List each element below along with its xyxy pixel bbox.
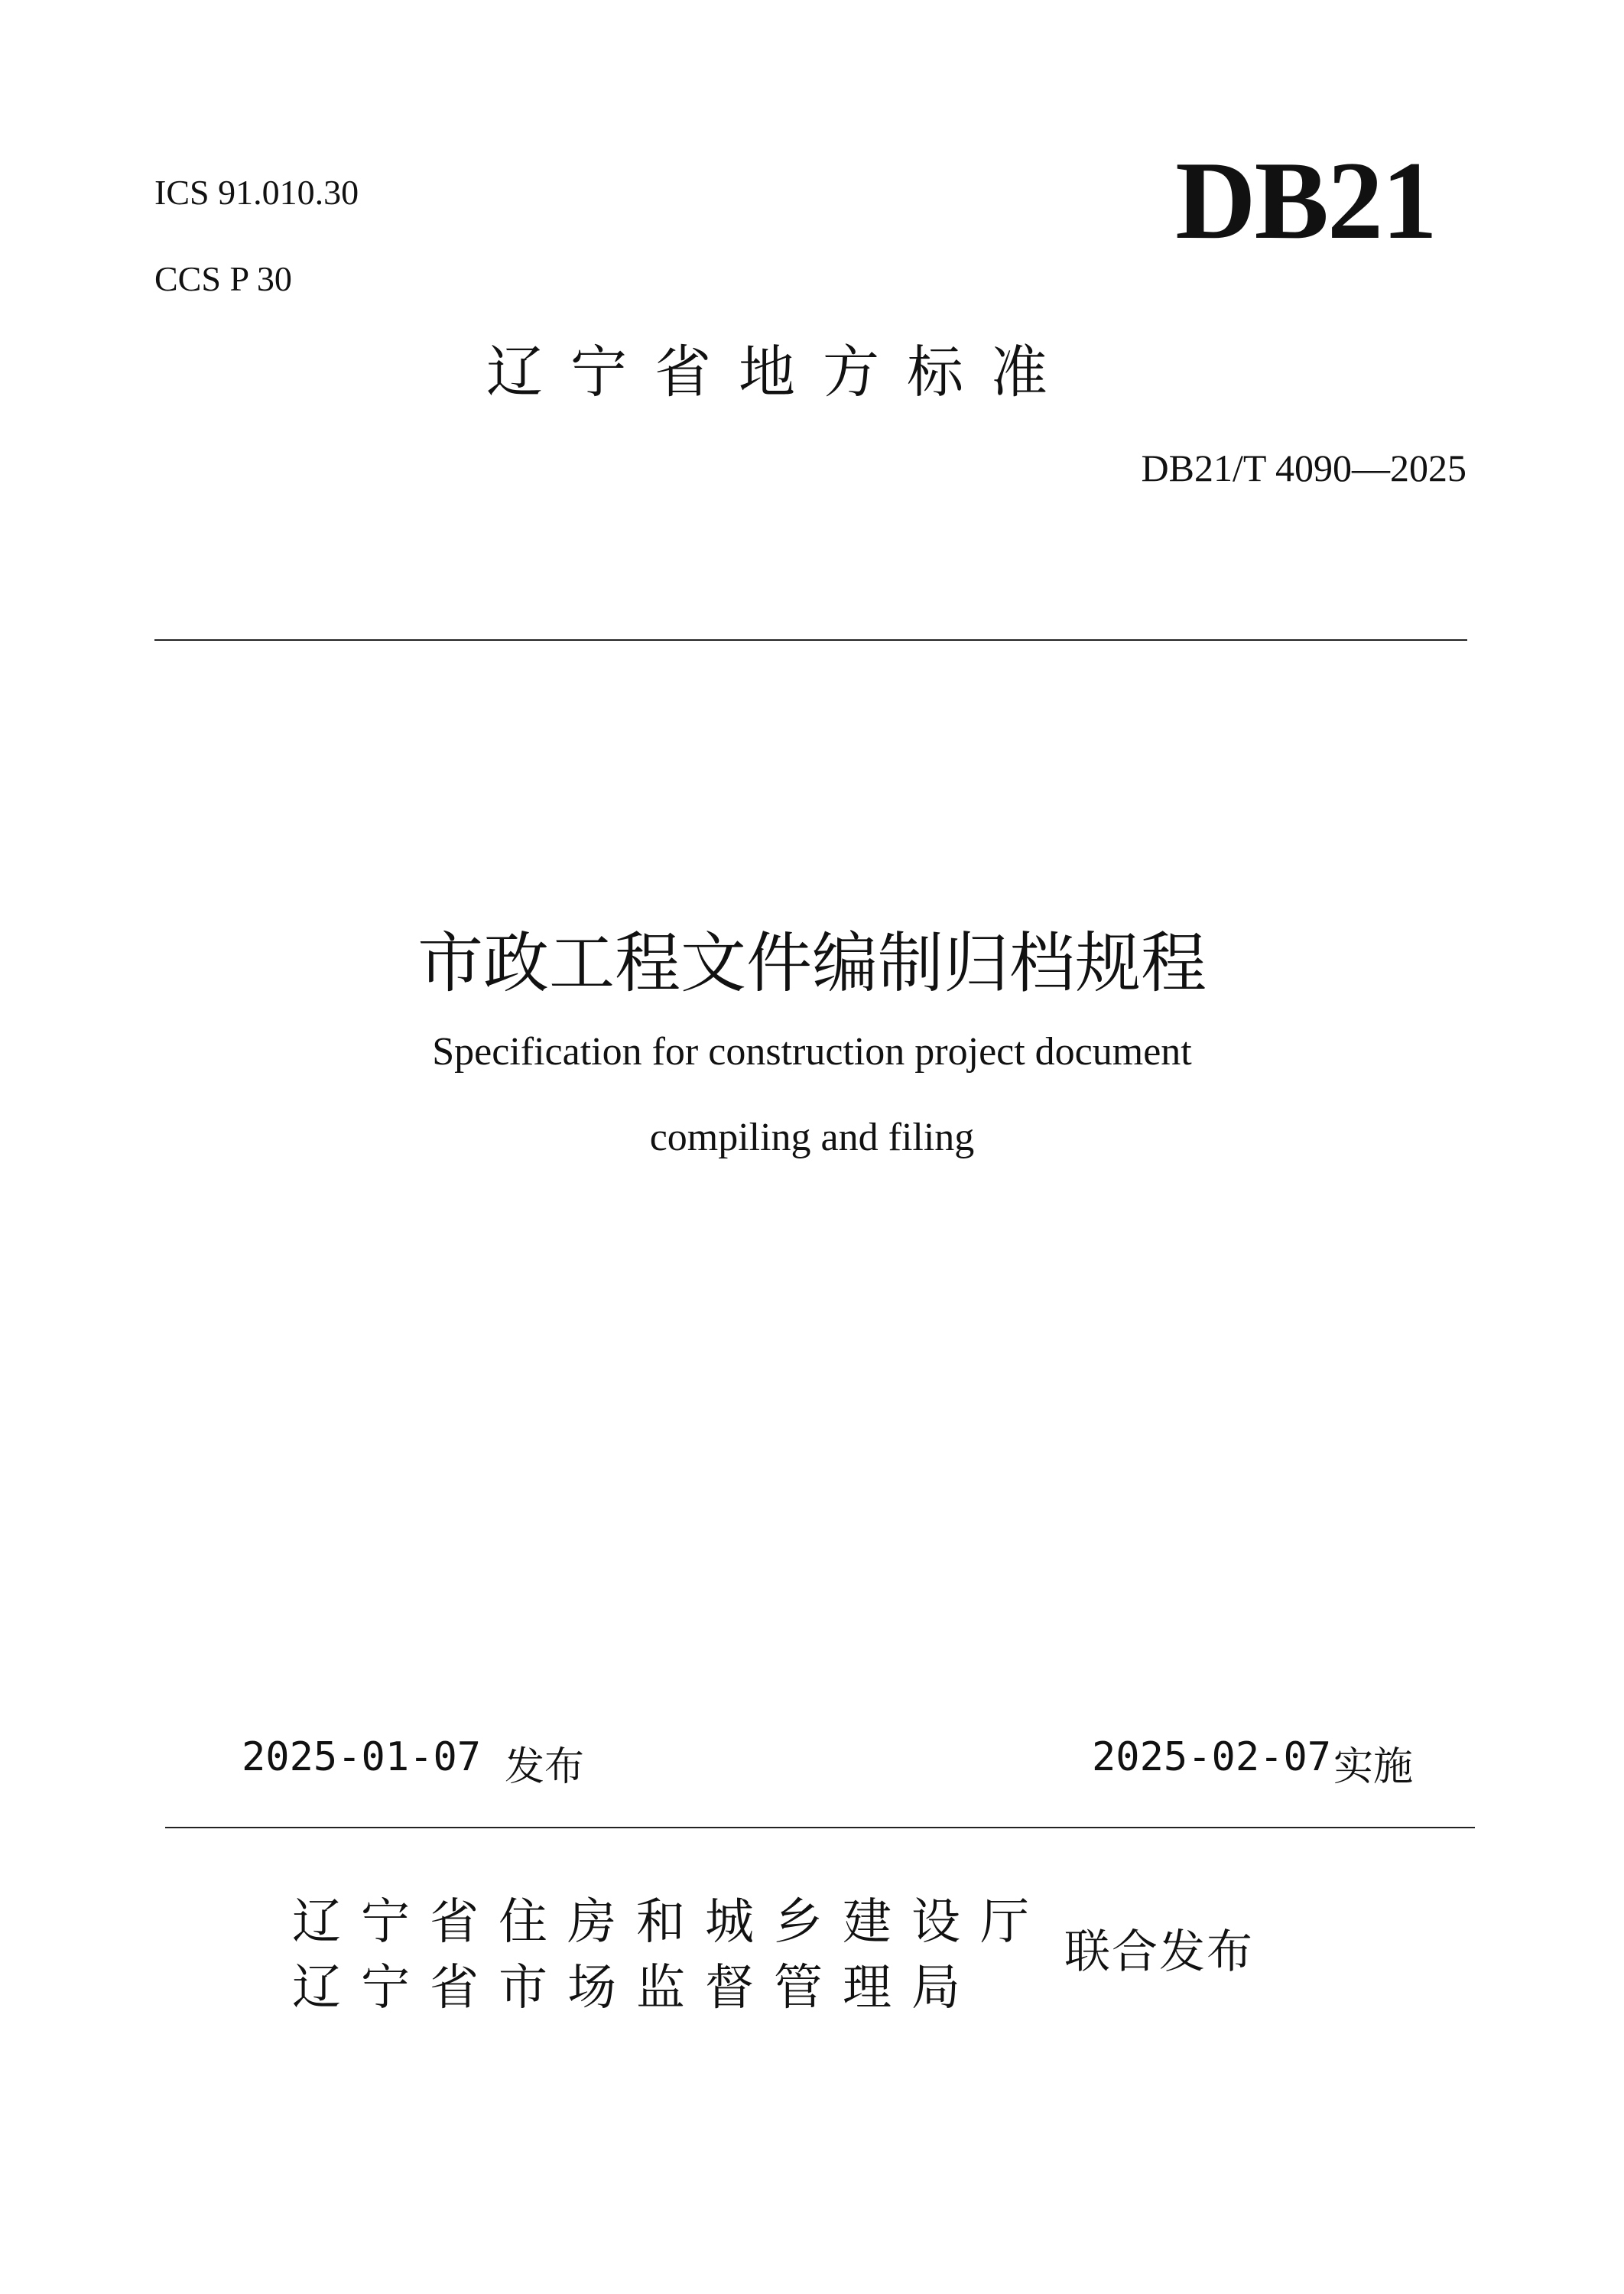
standard-type-heading: 辽宁省地方标准 xyxy=(486,340,1075,405)
document-title-english-line1: Specification for construction project document xyxy=(432,1030,1192,1074)
implement-label: 实施 xyxy=(1333,1744,1414,1790)
implement-date: 2025-02-07 xyxy=(1092,1734,1332,1780)
publish-label: 发布 xyxy=(505,1744,585,1790)
bottom-divider xyxy=(165,1827,1475,1828)
ccs-code: CCS P 30 xyxy=(154,259,292,298)
top-divider xyxy=(154,639,1467,641)
db-code-logo: DB21 xyxy=(1175,138,1436,262)
publish-date: 2025-01-07 xyxy=(242,1734,482,1780)
issuer-housing-department: 辽宁省住房和城乡建设厅 xyxy=(292,1894,1049,1951)
document-title-chinese: 市政工程文件编制归档规程 xyxy=(417,925,1207,1002)
joint-publication-label: 联合发布 xyxy=(1064,1925,1254,1979)
document-title-english-line2: compiling and filing xyxy=(649,1116,975,1159)
issuer-market-regulation-bureau: 辽宁省市场监督管理局 xyxy=(292,1960,980,2016)
standard-number: DB21/T 4090—2025 xyxy=(1141,447,1466,489)
ics-code: ICS 91.010.30 xyxy=(154,173,359,212)
